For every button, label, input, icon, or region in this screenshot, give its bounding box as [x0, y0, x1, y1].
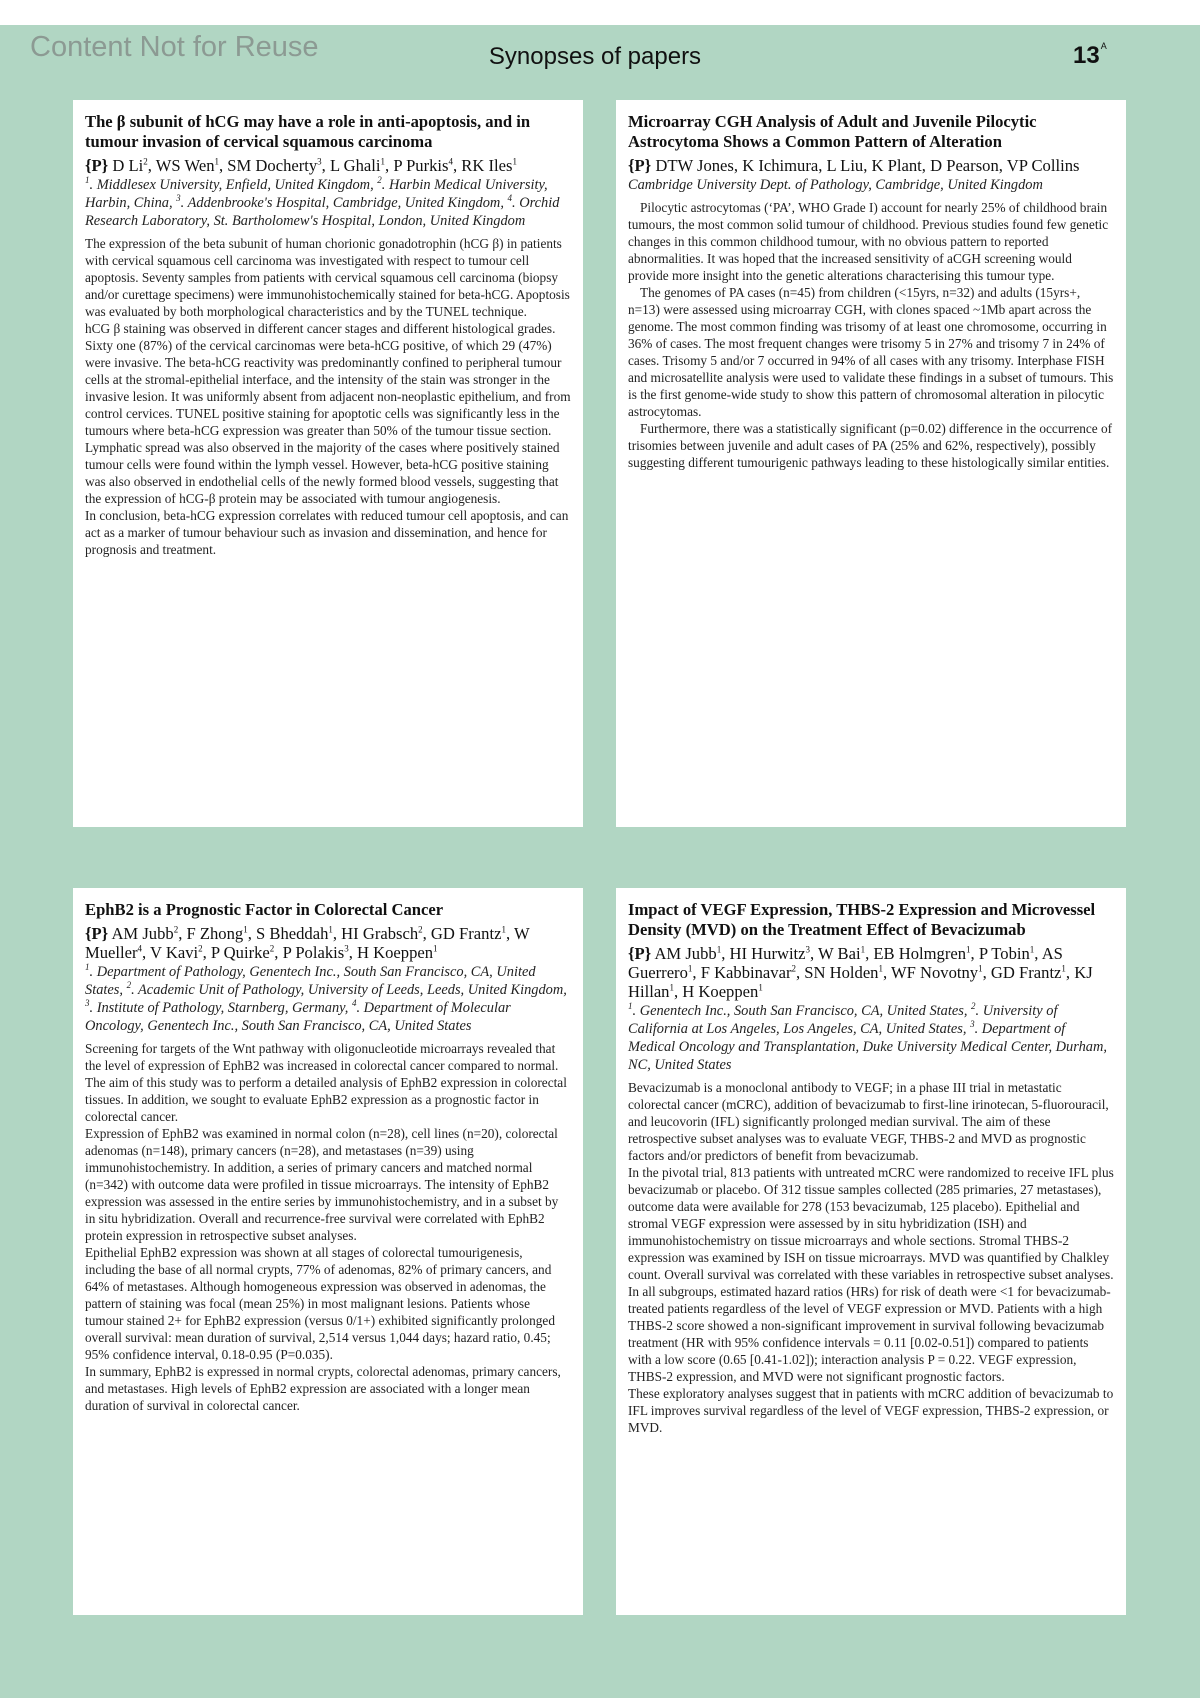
paper-abstract: [85, 1040, 571, 1414]
page-background: [0, 25, 1200, 1698]
affiliation-text: . Addenbrooke's Hospital, Cambridge, United Kingdom,: [180, 195, 508, 211]
paper-authors: {P} DTW Jones, K Ichimura, L Liu, K Plant, D Pearson, VP Collins: [628, 156, 1080, 175]
affiliation-number: 3: [85, 998, 90, 1009]
author-affiliation-mark: 1: [860, 944, 866, 955]
affiliation-text: . Department of Molecular Oncology, Genentech Inc., South San Francisco, CA, United States: [85, 1000, 511, 1034]
paper-card-3: [73, 888, 583, 1615]
abstract-paragraph: Bevacizumab is a monoclonal antibody to VEGF; in a phase III trial in metastatic colorectal cancer (mCRC), addition of bevacizumab to first-line irinotecan, 5-fluorouracil, and leucovorin (IFL) significantly prolonged median survival. The aim of these retrospective subset analyses was to evaluate VEGF, THBS-2 and MVD as prognostic factors and/or predictors of benefit from bevacizumab.: [628, 1080, 1109, 1163]
affiliation-text: . University of California at Los Angeles, Los Angeles, CA, United States,: [628, 1003, 1058, 1037]
author-name: HI Hurwitz: [729, 944, 806, 963]
author-name: P Tobin: [978, 944, 1030, 963]
affiliation-text: . Harbin Medical University, Harbin, China,: [85, 177, 548, 211]
author-name: EB Holmgren: [873, 944, 967, 963]
author-affiliation-mark: 1: [380, 156, 386, 167]
author-name: VP Collins: [1006, 156, 1080, 175]
paper-title: Impact of VEGF Expression, THBS-2 Expression and Microvessel Density (MVD) on the Treatment Effect of Bevacizumab: [628, 900, 1096, 939]
author-name: DTW Jones: [655, 156, 734, 175]
author-name: W Mueller: [85, 924, 530, 962]
affiliation-text: . Academic Unit of Pathology, University of Leeds, Leeds, United Kingdom,: [131, 982, 567, 998]
affiliation-number: 1: [628, 1001, 633, 1012]
author-name: KJ Hillan: [628, 963, 1093, 1001]
author-affiliation-mark: 1: [243, 924, 248, 935]
abstract-paragraph: In summary, EphB2 is expressed in normal crypts, colorectal adenomas, primary cancers, and metastases. High levels of EphB2 expression are associated with a longer mean duration of survival in colorectal cancer.: [85, 1364, 561, 1413]
author-affiliation-mark: 2: [418, 924, 423, 935]
paper-abstract: [628, 1079, 1114, 1436]
paper-affiliations: [85, 963, 571, 1035]
paper-affiliations: [628, 176, 1114, 194]
affiliation-number: 3: [970, 1019, 975, 1030]
abstract-paragraph: In conclusion, beta-hCG expression correlates with reduced tumour cell apoptosis, and can act as a marker of tumour behaviour such as invasion and dissemination, and hence for prognosis and treatment.: [85, 508, 569, 557]
author-affiliation-mark: 4: [137, 943, 143, 954]
abstract-paragraph: The genomes of PA cases (n=45) from children (<15yrs, n=32) and adults (15yrs+, n=13) were assessed using microarray CGH, with clones spaced ~1Mb apart across the genome. The most common finding was trisomy of at least one chromosome, occurring in 36% of cases. The most frequent changes were trisomy 5 in 27% and trisomy 7 in 24% of cases. Trisomy 5 and/or 7 occurred in 94% of all cases with any trisomy. Interphase FISH and microsatellite analysis were used to validate these findings in a subset of tumours. This is the first genome-wide study to show this pattern of chromosomal alteration in pilocytic astrocytomas.: [628, 285, 1114, 419]
abstract-paragraph: Screening for targets of the Wnt pathway with oligonucleotide microarrays revealed that the level of expression of EphB2 was increased in colorectal cancer compared to normal. The aim of this study was to perform a detailed analysis of EphB2 expression in colorectal tissues. In addition, we sought to evaluate EphB2 expression as a prognostic factor in colorectal cancer.: [85, 1041, 567, 1124]
author-name: K Plant: [871, 156, 922, 175]
author-name: D Li: [112, 156, 144, 175]
author-name: S Bheddah: [256, 924, 329, 943]
paper-affiliations: [85, 176, 571, 230]
author-affiliation-mark: 1: [669, 982, 674, 993]
abstract-paragraph: Epithelial EphB2 expression was shown at all stages of colorectal tumourigenesis, including the base of all normal crypts, 77% of adenomas, 82% of primary cancers, and 64% of metastases. Although homogeneous expression was observed in adenomas, the pattern of staining was focal (mean 25%) in most malignant lesions. Patients whose tumour stained 2+ for EphB2 expression (versus 0/1+) exhibited significantly prolonged overall survival: mean duration of survival, 2,514 versus 1,044 days; hazard ratio, 0.45; 95% confidence interval, 0.18-0.95 (P=0.035).: [85, 1245, 555, 1362]
abstract-paragraph: In the pivotal trial, 813 patients with untreated mCRC were randomized to receive IFL plus bevacizumab or placebo. Of 312 tissue samples collected (285 primaries, 27 metastases), outcome data were available for 278 (153 bevacizumab, 125 placebo). Epithelial and stromal VEGF expression were assessed by in situ hybridization (ISH) and immunohistochemistry on tissue microarrays and whole sections. Stromal THBS-2 expression was examined by ISH on tissue microarrays. MVD was quantified by Chalkley count. Overall survival was correlated with these variables in retrospective subset analyses.: [628, 1165, 1114, 1282]
affiliation-number: 2: [377, 175, 382, 186]
author-affiliation-mark: 1: [716, 944, 722, 955]
author-name: SN Holden: [804, 963, 879, 982]
author-name: HI Grabsch: [341, 924, 419, 943]
author-affiliation-mark: 1: [1029, 944, 1035, 955]
author-name: P Polakis: [282, 943, 345, 962]
author-name: AS Guerrero: [628, 944, 1063, 982]
author-name: F Kabbinavar: [700, 963, 792, 982]
author-affiliation-mark: 1: [512, 156, 517, 167]
affiliation-text: . Department of Pathology, Genentech Inc., South San Francisco, CA, United States,: [85, 964, 536, 998]
affiliation-number: 4: [351, 998, 357, 1009]
page-number-value: 13: [1073, 42, 1100, 69]
abstract-paragraph: Expression of EphB2 was examined in normal colon (n=28), cell lines (n=20), colorectal adenomas (n=148), primary cancers (n=28), and metastases (n=39) using immunohistochemistry. In addition, a series of primary cancers and matched normal (n=342) with outcome data were profiled in tissue microarrays. The intensity of EphB2 expression was assessed in the entire series by immunohistochemistry, and in a subset by in situ hybridization. Overall and recurrence-free survival were correlated with EphB2 protein expression in retrospective subset analyses.: [85, 1126, 559, 1243]
author-name: AM Jubb: [111, 924, 174, 943]
author-affiliation-mark: 1: [433, 943, 438, 954]
author-affiliation-mark: 1: [687, 963, 693, 974]
affiliation-number: 2: [126, 980, 132, 991]
paper-title: Microarray CGH Analysis of Adult and Juvenile Pilocytic Astrocytoma Shows a Common Pattern of Alteration: [628, 112, 1037, 151]
author-affiliation-mark: 2: [173, 924, 179, 935]
author-name: V Kavi: [150, 943, 199, 962]
author-name: F Zhong: [186, 924, 244, 943]
affiliation-text: . Middlesex University, Enfield, United Kingdom,: [89, 177, 378, 193]
author-name: L Ghali: [329, 156, 381, 175]
paper-title: The β subunit of hCG may have a role in anti-apoptosis, and in tumour invasion of cervical squamous carcinoma: [85, 112, 531, 151]
author-affiliation-mark: 2: [791, 963, 796, 974]
author-affiliation-mark: 3: [344, 943, 349, 954]
watermark: Content Not for Reuse: [30, 31, 319, 63]
paper-abstract: [85, 235, 571, 558]
author-affiliation-mark: 1: [214, 156, 219, 167]
affiliation-text: . Genentech Inc., South San Francisco, CA, United States,: [632, 1003, 972, 1019]
author-name: WS Wen: [155, 156, 215, 175]
paper-affiliations: [628, 1002, 1114, 1074]
author-name: P Quirke: [210, 943, 270, 962]
affiliation-text: Cambridge University Dept. of Pathology, Cambridge, United Kingdom: [628, 177, 1043, 193]
author-name: K Ichimura: [742, 156, 819, 175]
affiliation-number: 1: [85, 175, 90, 186]
abstract-paragraph: Furthermore, there was a statistically significant (p=0.02) difference in the occurrence of trisomies between juvenile and adult cases of PA (25% and 62%, respectively), possibly suggesting different tumourigenic pathways leading to these histologically similar entities.: [628, 421, 1113, 470]
paper-abstract: [628, 199, 1114, 471]
paper-authors: {P} AM Jubb$^2$, F Zhong$^1$, S Bheddah$^1$, HI Grabsch$^2$, GD Frantz$^1$, W Mueller$^4$, V Kavi$^2$, P Quirke$^2$, P Polakis$^3$, H Koeppen$^1$: [85, 924, 530, 962]
author-affiliation-mark: 1: [328, 924, 333, 935]
author-affiliation-mark: 1: [758, 982, 763, 993]
author-name: D Pearson: [930, 156, 999, 175]
author-affiliation-mark: 2: [143, 156, 148, 167]
author-name: RK Iles: [461, 156, 513, 175]
author-name: H Koeppen: [357, 943, 434, 962]
abstract-paragraph: Pilocytic astrocytomas (‘PA’, WHO Grade I) account for nearly 25% of childhood brain tumours, the most common solid tumour of childhood. Previous studies found few genetic changes in this common childhood tumour, with no obvious pattern to reported abnormalities. It was hoped that the increased sensitivity of aCGH screening would provide more insight into the genetic alterations characterising this tumour type.: [628, 200, 1109, 283]
presentation-tag: {P}: [628, 156, 652, 175]
page-number-suffix: A: [1100, 41, 1107, 51]
affiliation-number: 3: [176, 193, 181, 204]
abstract-paragraph: Lymphatic spread was also observed in the majority of the cases where positively stained tumour cells were found within the lymph vessel. However, beta-hCG positive staining was also observed in endothelial cells of the newly formed blood vessels, suggesting that the expression of hCG-β protein may be associated with tumour angiogenesis.: [85, 440, 560, 506]
author-affiliation-mark: 3: [805, 944, 811, 955]
abstract-paragraph: In all subgroups, estimated hazard ratios (HRs) for risk of death were <1 for bevacizumab-treated patients regardless of the level of VEGF expression or MVD. Patients with a high THBS-2 score showed a non-significant improvement in survival following bevacizumab treatment (HR with 95% confidence intervals = 0.11 [0.02-0.51]) compared to patients with a low score (0.65 [0.41-1.02]); interaction analysis P = 0.22. VEGF expression, THBS-2 expression, and MVD were not significant prognostic factors.: [628, 1284, 1111, 1384]
affiliation-text: . Department of Medical Oncology and Transplantation, Duke University Medical Center, Durham, NC, United States: [628, 1021, 1107, 1073]
affiliation-number: 1: [85, 962, 90, 973]
author-name: L Liu: [826, 156, 864, 175]
author-name: AM Jubb: [654, 944, 717, 963]
author-name: W Bai: [818, 944, 861, 963]
paper-authors: {P} AM Jubb$^1$, HI Hurwitz$^3$, W Bai$^1$, EB Holmgren$^1$, P Tobin$^1$, AS Guerrero$^1$, F Kabbinavar$^2$, SN Holden$^1$, WF Novotny$^1$, GD Frantz$^1$, KJ Hillan$^1$, H Koeppen$^1$: [628, 944, 1093, 1001]
author-affiliation-mark: 1: [966, 944, 971, 955]
affiliation-text: . Institute of Pathology, Starnberg, Germany,: [89, 1000, 352, 1016]
paper-title: EphB2 is a Prognostic Factor in Colorectal Cancer: [85, 900, 444, 919]
affiliation-number: 4: [507, 193, 513, 204]
author-affiliation-mark: 2: [269, 943, 275, 954]
author-name: GD Frantz: [990, 963, 1062, 982]
abstract-paragraph: The expression of the beta subunit of human chorionic gonadotrophin (hCG β) in patients with cervical squamous cell carcinoma was investigated with respect to tumour cell apoptosis. Seventy samples from patients with cervical squamous cell carcinoma (biopsy and/or curettage specimens) were immunohistochemically stained for beta-hCG. Apoptosis was evaluated by both morphological characteristics and by the TUNEL technique.: [85, 236, 570, 319]
presentation-tag: {P}: [85, 924, 109, 943]
presentation-tag: {P}: [85, 156, 109, 175]
paper-card-4: [616, 888, 1126, 1615]
author-name: GD Frantz: [430, 924, 502, 943]
author-name: WF Novotny: [890, 963, 979, 982]
abstract-paragraph: These exploratory analyses suggest that in patients with mCRC addition of bevacizumab to IFL improves survival regardless of the level of VEGF expression, THBS-2 expression, or MVD.: [628, 1386, 1114, 1435]
paper-card-1: [73, 100, 583, 827]
author-affiliation-mark: 1: [1061, 963, 1066, 974]
paper-authors: {P} D Li$^2$, WS Wen$^1$, SM Docherty$^3$, L Ghali$^1$, P Purkis$^4$, RK Iles$^1$: [85, 156, 517, 175]
page-number: [1073, 41, 1107, 70]
affiliation-text: . Orchid Research Laboratory, St. Bartholomew's Hospital, London, United Kingdom: [85, 195, 560, 229]
author-affiliation-mark: 2: [198, 943, 203, 954]
abstract-paragraph: hCG β staining was observed in different cancer stages and different histological grades. Sixty one (87%) of the cervical carcinomas were beta-hCG positive, of which 29 (47%) were invasive. The beta-hCG reactivity was predominantly confined to peripheral tumour cells at the stromal-epithelial interface, and the intensity of the stain was stronger in the invasive lesion. It was uniformly absent from adjacent non-neoplastic epithelium, and from control cervices. TUNEL positive staining for apoptotic cells was significantly less in the tumours where beta-hCG expression was greater than 50% of the tumour tissue section.: [85, 321, 571, 438]
author-affiliation-mark: 3: [317, 156, 322, 167]
author-affiliation-mark: 1: [978, 963, 983, 974]
affiliation-number: 2: [971, 1001, 976, 1012]
paper-card-2: [616, 100, 1126, 827]
author-affiliation-mark: 4: [448, 156, 453, 167]
author-name: P Purkis: [393, 156, 449, 175]
page-title: Synopses of papers: [488, 43, 702, 70]
author-affiliation-mark: 1: [878, 963, 883, 974]
presentation-tag: {P}: [628, 944, 652, 963]
author-affiliation-mark: 1: [501, 924, 506, 935]
author-name: H Koeppen: [682, 982, 759, 1001]
author-name: SM Docherty: [227, 156, 318, 175]
